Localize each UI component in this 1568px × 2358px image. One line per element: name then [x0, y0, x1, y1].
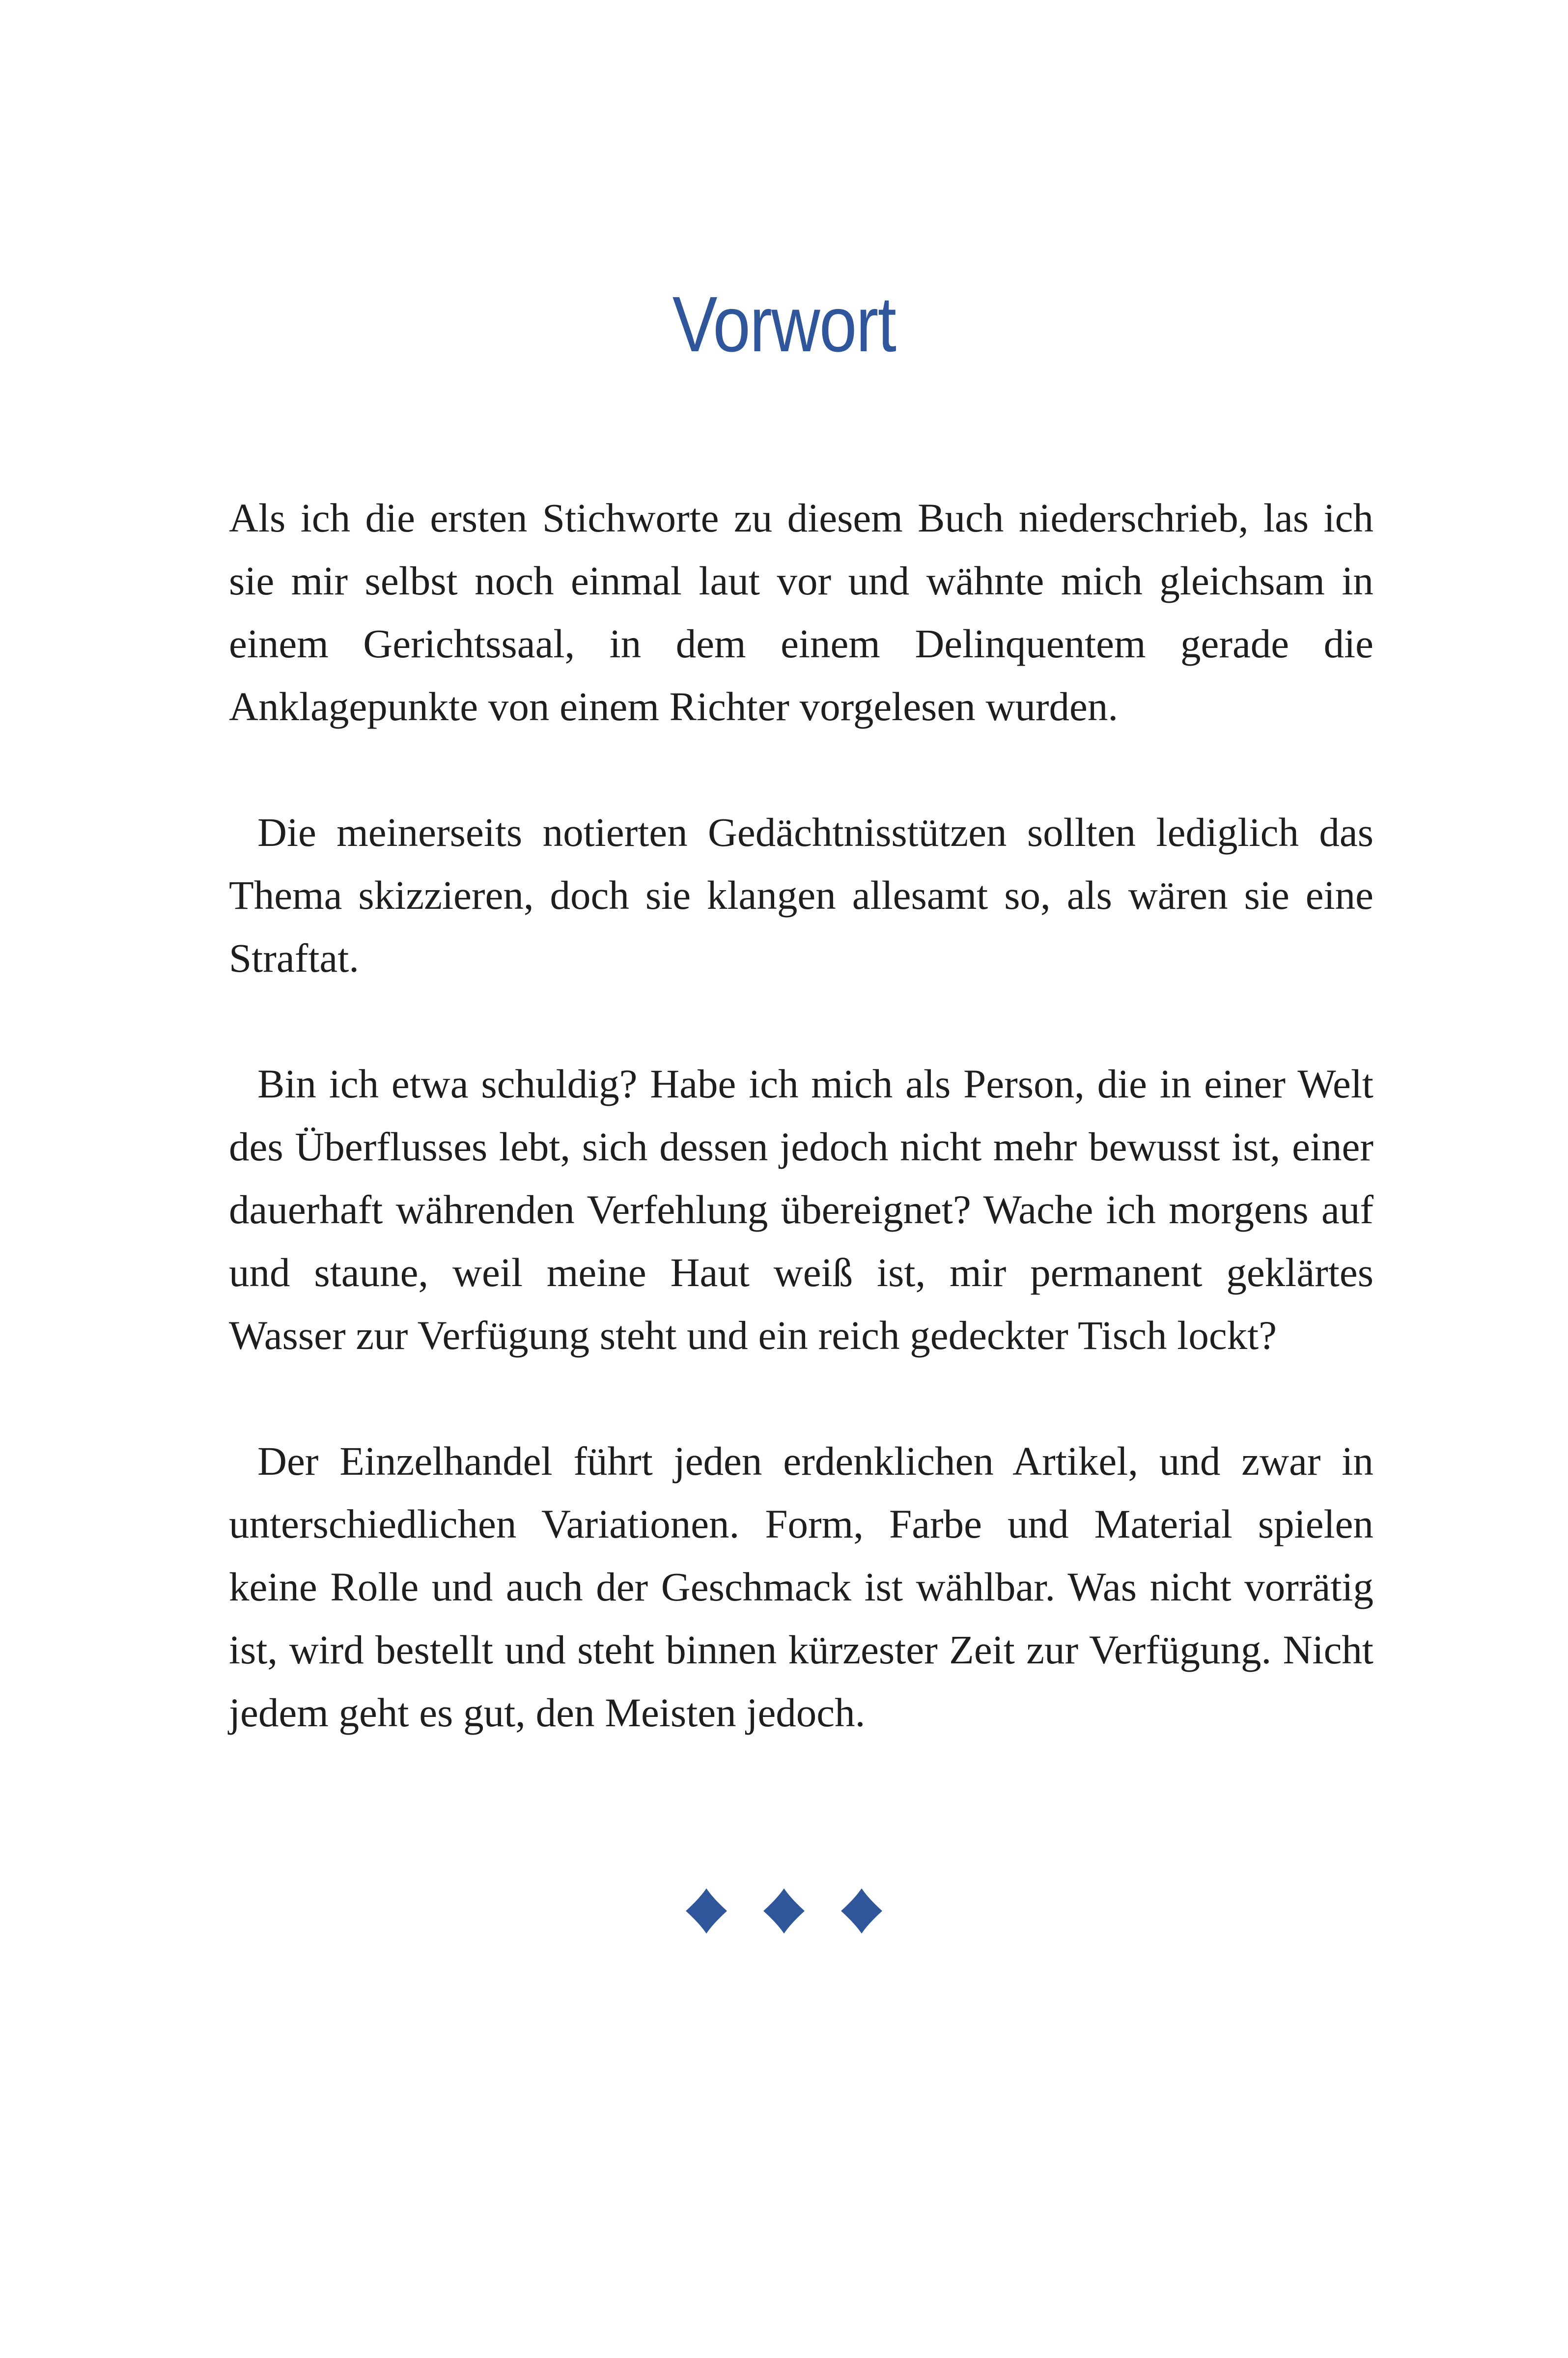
chapter-title: Vorwort [672, 280, 896, 368]
paragraph-1: Als ich die ersten Stichworte zu diesem Buch niederschrieb, las ich sie mir selbst noch einmal laut vor und wähnte mich gleichsam in einem Gerichtssaal, in dem einem Delinquentem gerade die Anklagepunkte von einem Richter vorgelesen wurden. [229, 495, 1373, 729]
section-ornament [0, 1881, 1568, 1940]
chapter-body [229, 486, 1373, 1807]
diamond-icon [839, 1887, 884, 1935]
diamond-icon [684, 1887, 729, 1935]
paragraph-3: Bin ich etwa schuldig? Habe ich mich als Person, die in einer Welt des Überflusses lebt, sich dessen jedoch nicht mehr bewusst ist, einer dauerhaft währenden Verfehlung übereignet? Wache ich morgens auf und staune, weil meine Haut weiß ist, mir permanent geklärtes Wasser zur Verfügung steht und ein reich gedeckter Tisch lockt? [229, 1061, 1373, 1358]
paragraph-4: Der Einzelhandel führt jeden erdenklichen Artikel, und zwar in unterschiedlichen Variationen. Form, Farbe und Material spielen keine Rolle und auch der Geschmack ist wählbar. Was nicht vorrätig ist, wird bestellt und steht binnen kürzester Zeit zur Verfügung. Nicht jedem geht es gut, den Meisten jedoch. [229, 1438, 1373, 1735]
diamond-icon [761, 1887, 807, 1935]
paragraph-2: Die meinerseits notierten Gedächtnisstützen sollten lediglich das Thema skizzieren, doch sie klangen allesamt so, als wären sie eine Straftat. [229, 810, 1373, 981]
